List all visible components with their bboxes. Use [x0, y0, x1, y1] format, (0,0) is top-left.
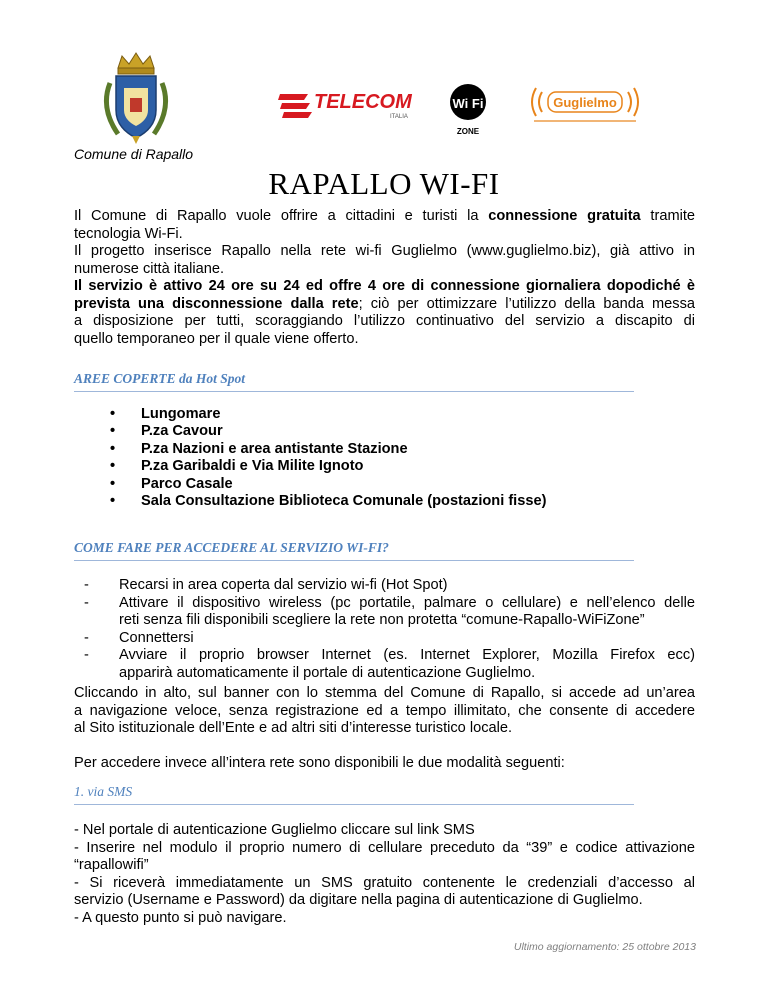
- sms-line: - Si riceverà immediatamente un SMS gratuito contenente le credenziali d’accesso al: [74, 874, 695, 891]
- telecom-sub-text: ITALIA: [390, 114, 408, 120]
- sms-line: - Inserire nel modulo il proprio numero di cellulare preceduto da “39” e codice attivazione: [74, 839, 695, 856]
- sms-paragraph: [74, 822, 695, 927]
- guglielmo-text: Guglielmo: [553, 95, 617, 110]
- page-title: RAPALLO WI-FI: [268, 166, 500, 201]
- intro-line: quello temporaneo per il quale viene offerto.: [74, 330, 359, 347]
- list-item: • Lungomare: [110, 406, 546, 423]
- intro-line: tecnologia Wi-Fi.: [74, 225, 183, 242]
- steps-list: [84, 577, 695, 682]
- sms-line: servizio (Username e Password) da digitare nella pagina di autenticazione di Guglielmo.: [74, 892, 643, 908]
- come-heading: COME FARE PER ACCEDERE AL SERVIZIO WI-FI?: [74, 540, 634, 561]
- intro-line: numerose città italiane.: [74, 260, 225, 277]
- list-item: - Attivare il dispositivo wireless (pc portatile, palmare o cellulare) e nell’elenco delle reti senza fili disponibili scegliere la rete non protetta “comune-Rapallo-WiFiZone”: [84, 594, 695, 628]
- per-accedere-text: Per accedere invece all’intera rete sono disponibili le due modalità seguenti:: [74, 755, 565, 771]
- wifi-zone-logo: [446, 82, 494, 138]
- intro-line: a disposizione per tutti, scoraggiando l’utilizzo continuativo del servizio a discapito di: [74, 313, 695, 329]
- intro-line: prevista una disconnessione dalla rete; ciò per ottimizzare l’utilizzo della banda messa: [74, 295, 695, 312]
- comune-label: Comune di Rapallo: [74, 146, 194, 162]
- sms-line: - A questo punto si può navigare.: [74, 909, 287, 926]
- banner-paragraph: [74, 685, 695, 738]
- banner-line: al Sito istituzionale dell’Ente e ad altri siti d’interesse turistico locale.: [74, 720, 513, 736]
- banner-line: Cliccando in alto, sul banner con lo stemma del Comune di Rapallo, si accede ad un’area: [74, 685, 695, 701]
- sms-line: “rapallowifi”: [74, 857, 149, 873]
- rapallo-crest-logo: [96, 48, 176, 148]
- logo-row: [70, 48, 670, 158]
- last-updated-footer: Ultimo aggiornamento: 25 ottobre 2013: [513, 941, 696, 953]
- guglielmo-logo: [526, 82, 644, 126]
- list-item: • P.za Cavour: [110, 423, 546, 440]
- list-item: - Recarsi in area coperta dal servizio wi-fi (Hot Spot): [84, 577, 448, 593]
- intro-line: Il progetto inserisce Rapallo nella rete wi-fi Guglielmo (www.guglielmo.biz), già attivo in: [74, 243, 695, 259]
- list-item: • P.za Nazioni e area antistante Stazione: [110, 441, 546, 458]
- aree-heading: AREE COPERTE da Hot Spot: [74, 371, 634, 392]
- list-item: • Parco Casale: [110, 476, 546, 493]
- wifi-zone-text: ZONE: [456, 127, 480, 136]
- list-item: • P.za Garibaldi e Via Milite Ignoto: [110, 458, 546, 475]
- aree-list: [110, 406, 546, 510]
- list-item: - Avviare il proprio browser Internet (es. Internet Explorer, Mozilla Firefox ecc) apparirà automaticamente il portale di autenticazione Guglielmo.: [84, 647, 695, 681]
- list-item: • Sala Consultazione Biblioteca Comunale (postazioni fisse): [110, 493, 546, 510]
- sms-heading: 1. via SMS: [74, 784, 634, 805]
- intro-line: Il Comune di Rapallo vuole offrire a cittadini e turisti la connessione gratuita tramite: [74, 208, 696, 224]
- intro-line-bold: Il servizio è attivo 24 ore su 24 ed offre 4 ore di connessione giornaliera dopodiché è: [74, 278, 695, 294]
- banner-line: a navigazione veloce, senza registrazione ed a tempo illimitato, che consente di accedere: [74, 702, 695, 719]
- list-item: - Connettersi: [84, 629, 194, 646]
- telecom-text: TELECOM: [314, 91, 412, 113]
- sms-line: - Nel portale di autenticazione Guglielmo cliccare sul link SMS: [74, 822, 475, 838]
- wifi-text: Wi Fi: [452, 96, 484, 111]
- telecom-italia-logo: [278, 86, 428, 126]
- intro-paragraph: [74, 208, 695, 348]
